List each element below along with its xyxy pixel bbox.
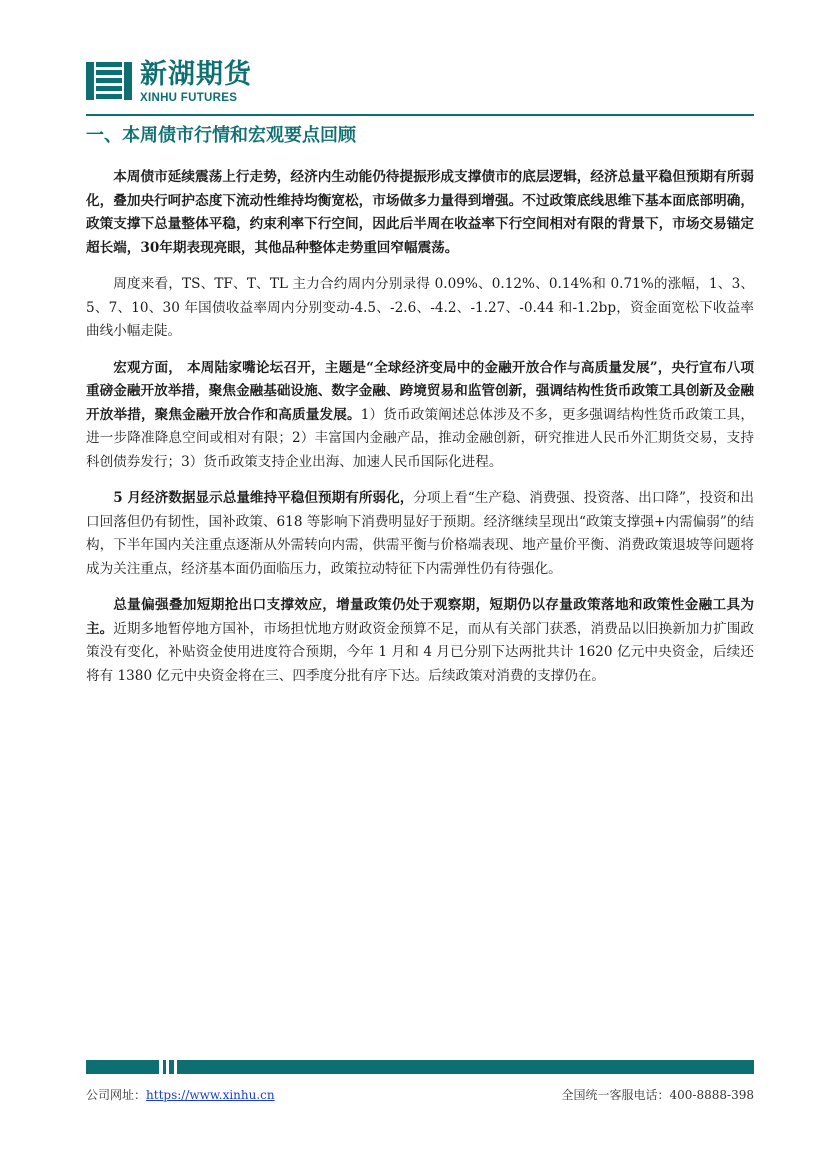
report-body bbox=[86, 166, 754, 701]
section-title: 一、本周债市行情和宏观要点回顾 bbox=[86, 125, 356, 146]
logo-name-cn: 新湖期货 bbox=[140, 59, 252, 90]
macro-detail: 1）货币政策阐述总体涉及不多，更多强调结构性货币政策工具，进一步降准降息空间或相对有限；2）丰富国内金融产品，推动金融创新，研究推进人民币外汇期货交易，支持科创债券发行；3）货币政策支持企业出海、加速人民币国际化进程。 bbox=[86, 406, 754, 470]
xinhu-logo-icon bbox=[86, 58, 132, 104]
footer-decorative-bar bbox=[86, 1060, 754, 1074]
paragraph-overview: 本周债市延续震荡上行走势，经济内生动能仍待提振形成支撑债市的底层逻辑，经济总量平稳但预期有所弱化，叠加央行呵护态度下流动性维持均衡宽松，市场做多力量得到增强。不过政策底线思维下基本面底部明确，政策支撑下总量整体平稳，约束利率下行空间，因此后半周在收益率下行空间相对有限的背景下，市场交易锚定超长端，30年期表现亮眼，其他品种整体走势重回窄幅震荡。 bbox=[86, 169, 754, 256]
paragraph-macro bbox=[86, 357, 754, 475]
website-label: 公司网址： bbox=[86, 1088, 147, 1102]
logo-name-en: XINHU FUTURES bbox=[140, 92, 238, 104]
header-divider bbox=[86, 114, 754, 116]
paragraph-weekly-data: 周度来看，TS、TF、T、TL 主力合约周内分别录得 0.09%、0.12%、0.14%和 0.71%的涨幅，1、3、5、7、10、30 年国债收益率周内分别变动-4.5、-2.6、-4.2、-1.27、-0.44 和-1.2bp，资金面宽松下收益率曲线小幅走陡。 bbox=[86, 276, 754, 339]
economic-detail: 分项上看“生产稳、消费强、投资落、出口降”，投资和出口回落但仍有韧性，国补政策、618 等影响下消费明显好于预期。经济继续呈现出“政策支撑强+内需偏弱”的结构，下半年国内关注重点逐渐从外需转向内需，供需平衡与价格端表现、地产量价平衡、消费政策退坡等问题将成为关注重点，经济基本面仍面临压力，政策拉动特征下内需弹性仍有待强化。 bbox=[86, 490, 754, 577]
paragraph-economic-data bbox=[86, 487, 754, 581]
website-link[interactable]: https://www.xinhu.cn bbox=[146, 1088, 275, 1102]
economic-highlight: 5 月经济数据显示总量维持平稳但预期有所弱化， bbox=[113, 490, 414, 506]
policy-highlight: 总量偏强叠加短期抢出口支撑效应，增量政策仍处于观察期，短期仍以存量政策落地和政策性金融工具为主。 bbox=[86, 597, 754, 637]
policy-detail: 近期多地暂停地方国补，市场担忧地方财政资金预算不足，而从有关部门获悉，消费品以旧换新加力扩围政策没有变化，补贴资金使用进度符合预期，今年 1 月和 4 月已分别下达两批共计 1620 亿元中央资金，后续还将有 1380 亿元中央资金将在三、四季度分批有序下达。后续政策对消费的支撑仍在。 bbox=[86, 620, 755, 684]
macro-highlight: 宏观方面， 本周陆家嘴论坛召开，主题是“全球经济变局中的金融开放合作与高质量发展”，央行宣布八项重磅金融开放举措，聚焦金融基础设施、数字金融、跨境贸易和监管创新，强调结构性货币政策工具创新及金融开放举措，聚焦金融开放合作和高质量发展。 bbox=[86, 359, 754, 423]
footer-website bbox=[86, 1086, 275, 1103]
footer-hotline: 全国统一客服电话：400-8888-398 bbox=[561, 1088, 754, 1102]
paragraph-policy bbox=[86, 594, 754, 688]
company-logo bbox=[86, 58, 326, 110]
